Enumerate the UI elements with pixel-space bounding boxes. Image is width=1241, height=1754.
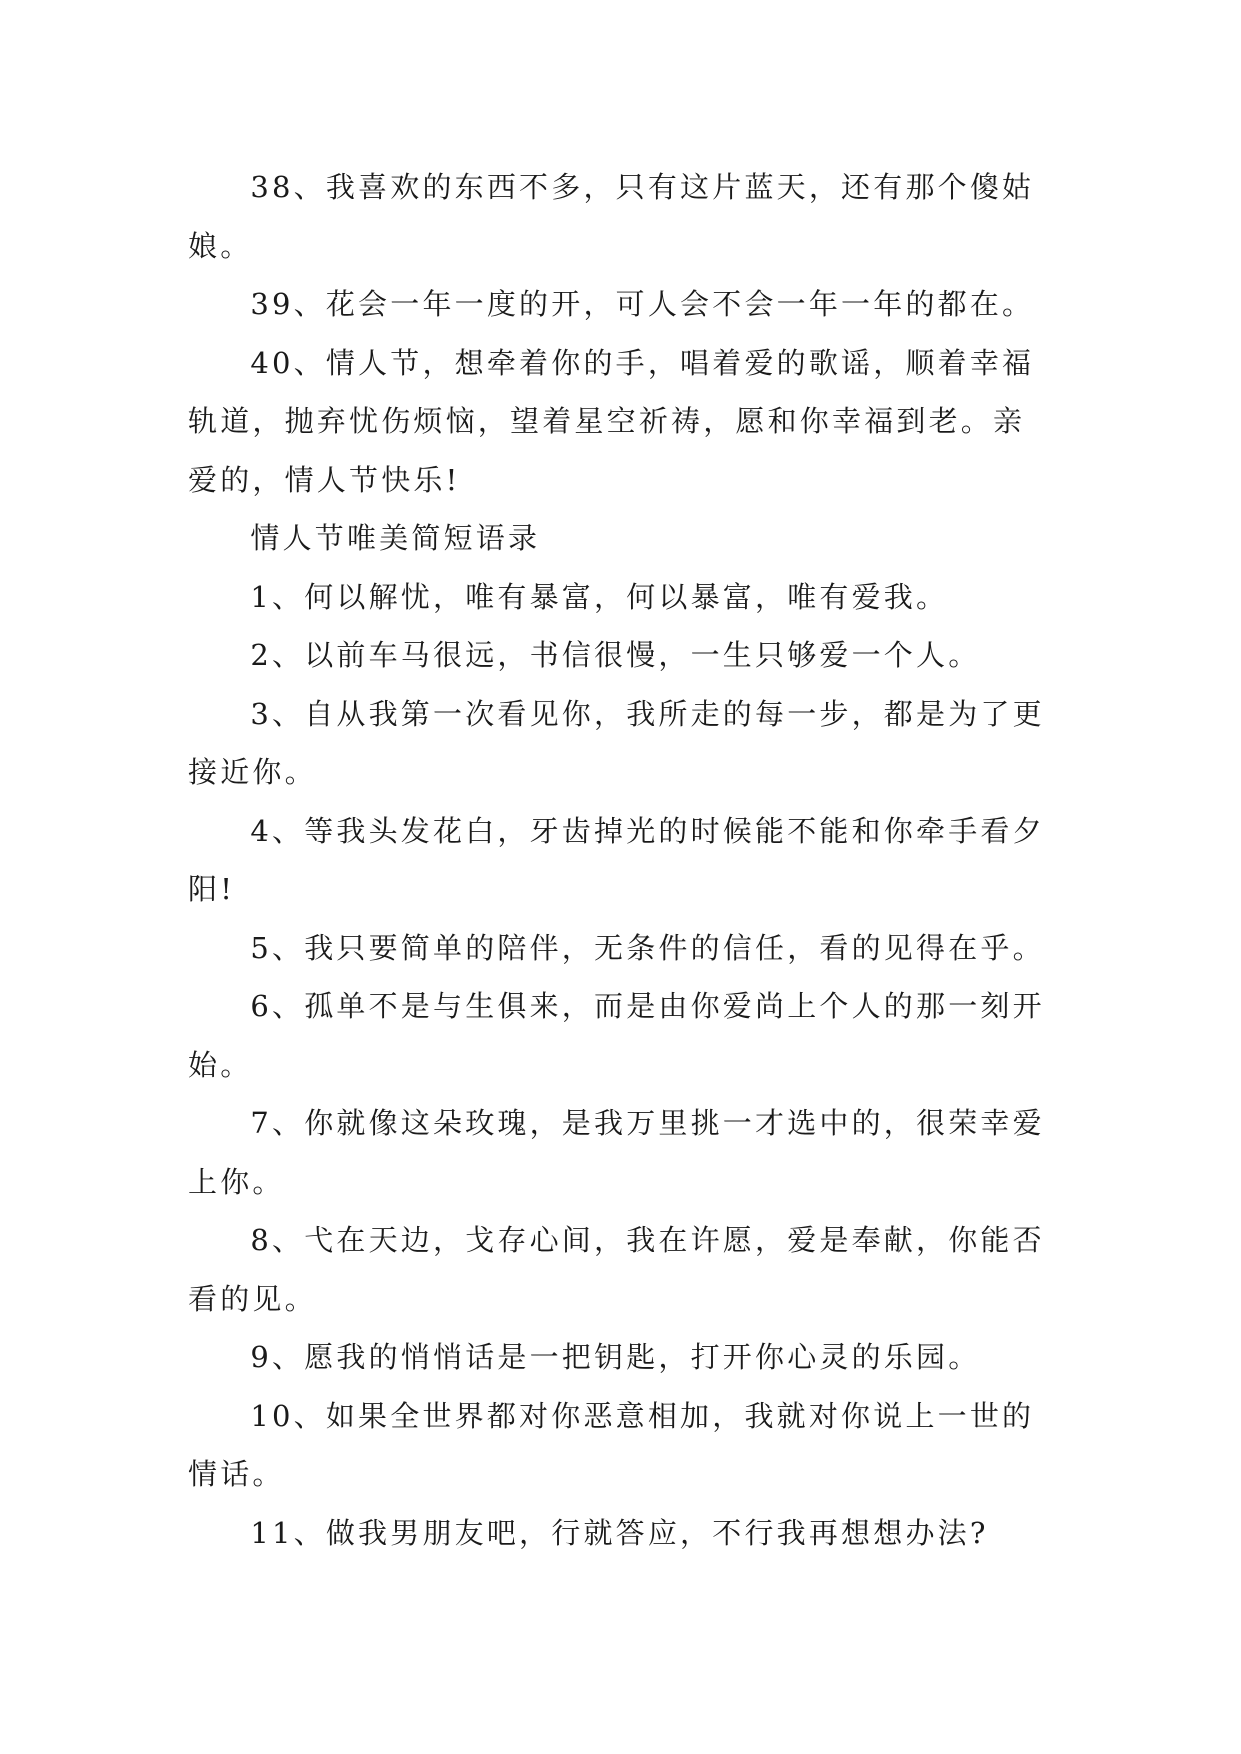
paragraph-10: 10、如果全世界都对你恶意相加，我就对你说上一世的情话。 [188,1398,1035,1491]
paragraph-40: 40、情人节，想牵着你的手，唱着爱的歌谣，顺着幸福轨道，抛弃忧伤烦恼，望着星空祈祷，愿和你幸福到老。亲爱的，情人节快乐! [188,345,1035,497]
paragraph-6: 6、孤单不是与生俱来，而是由你爱尚上个人的那一刻开始。 [188,989,1045,1082]
paragraph-7: 7、你就像这朵玫瑰，是我万里挑一才选中的，很荣幸爱上你。 [188,1106,1045,1199]
paragraph-9: 9、愿我的悄悄话是一把钥匙，打开你心灵的乐园。 [250,1340,981,1374]
paragraph-1: 1、何以解忧，唯有暴富，何以暴富，唯有爱我。 [250,579,949,614]
paragraph-5: 5、我只要简单的陪伴，无条件的信任，看的见得在乎。 [250,930,1045,965]
section-heading: 情人节唯美简短语录 [250,521,541,555]
document-body [188,158,1048,1562]
paragraph-2: 2、以前车马很远，书信很慢，一生只够爱一个人。 [250,638,981,672]
paragraph-8: 8、弋在天边，戈存心间，我在许愿，爱是奉献，你能否看的见。 [188,1223,1045,1316]
paragraph-38: 38、我喜欢的东西不多，只有这片蓝天，还有那个傻姑娘。 [188,170,1035,263]
paragraph-3: 3、自从我第一次看见你，我所走的每一步，都是为了更接近你。 [188,696,1045,789]
paragraph-39: 39、花会一年一度的开，可人会不会一年一年的都在。 [250,287,1035,321]
paragraph-11: 11、做我男朋友吧，行就答应，不行我再想想办法? [250,1515,989,1550]
paragraph-4: 4、等我头发花白，牙齿掉光的时候能不能和你牵手看夕阳! [188,813,1045,906]
